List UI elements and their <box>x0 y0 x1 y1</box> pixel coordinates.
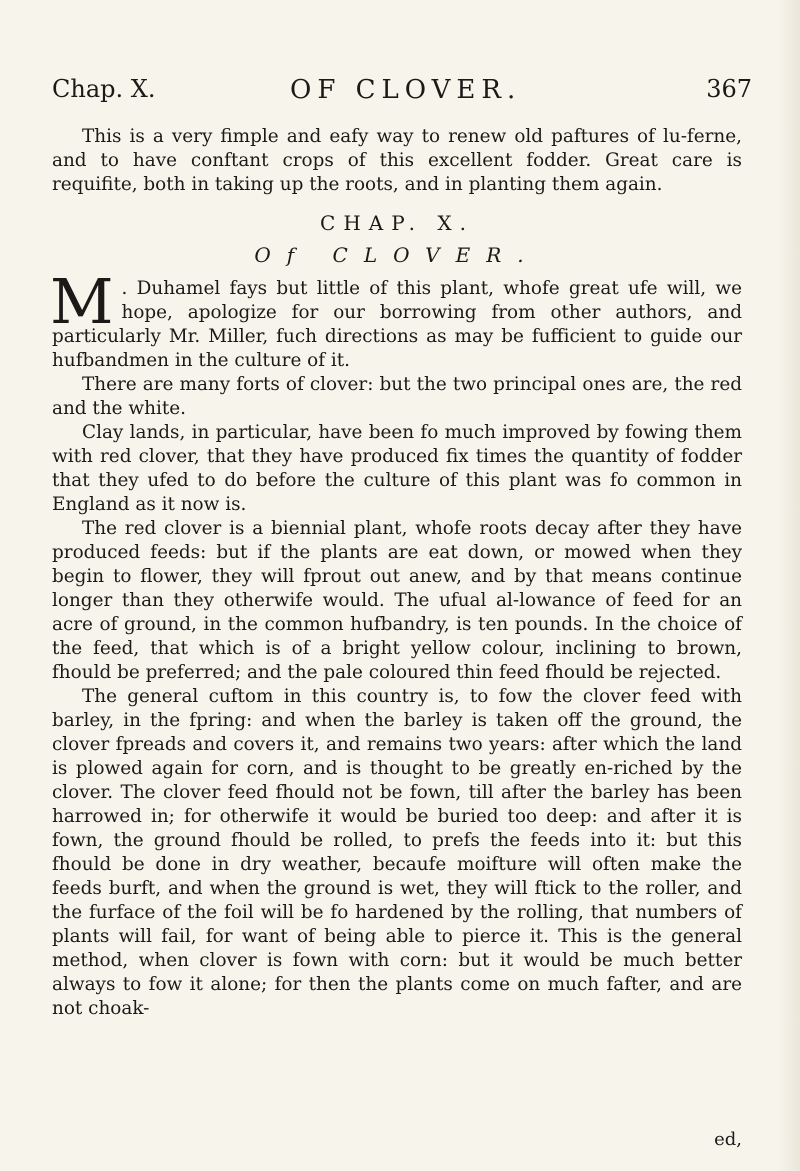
paragraph-general-custom: The general cuftom in this country is, to fow the clover feed with barley, in the fpring: and when the barley is taken off the ground, the clover fpreads and covers it, and remains two years: after which the land is plowed again for corn, and is thought to be greatly en-riched by the clover. The clover feed fhould not be fown, till after the barley has been harrowed in; for otherwife it would be buried too deep: and after it is fown, the ground fhould be rolled, to prefs the feeds into it: but this fhould be done in dry weather, becaufe moifture will often make the feeds burft, and when the ground is wet, they will ftick to the roller, and the furface of the foil will be fo hardened by the rolling, that numbers of plants will fail, for want of being able to pierce it. This is the general method, when clover is fown with corn: but it would be much better always to fow it alone; for then the plants come on much fafter, and are not choak- <box>52 686 742 1019</box>
paragraph-kinds: There are many forts of clover: but the two principal ones are, the red and the white. <box>52 374 742 419</box>
chapter-reference: Chap. X. <box>52 75 156 103</box>
page-body <box>52 125 742 1021</box>
running-header <box>52 75 752 111</box>
catchword: ed, <box>714 1129 742 1150</box>
chapter-title: CHAP. X. <box>320 211 474 235</box>
drop-cap: M <box>50 265 114 338</box>
opening-paragraph-text: . Duhamel fays but little of this plant, whofe great ufe will, we hope, apologize for our borrowing from other authors, and particularly Mr. Miller, fuch directions as may be fufficient to guide our hufbandmen in the culture of it. <box>52 278 742 371</box>
paragraph-red-clover: The red clover is a biennial plant, whofe roots decay after they have produced feeds: but if the plants are eat down, or mowed when they begin to flower, they will fprout out anew, and by that means continue longer than they otherwife would. The ufual al-lowance of feed for an acre of ground, in the common hufbandry, is ten pounds. In the choice of the feed, that which is of a bright yellow colour, inclining to brown, fhould be preferred; and the pale coloured thin feed fhould be rejected. <box>52 518 742 683</box>
running-title: OF CLOVER. <box>290 75 522 105</box>
page-edge-shadow <box>778 0 800 1171</box>
opening-paragraph <box>50 265 742 373</box>
chapter-subtitle: Of CLOVER. <box>254 243 540 267</box>
paragraph-clay-lands: Clay lands, in particular, have been fo much improved by fowing them with red clover, that they have produced fix times the quantity of fodder that they ufed to do before the culture of this plant was fo common in England as it now is. <box>52 422 742 515</box>
page-number: 367 <box>706 75 752 103</box>
intro-paragraph: This is a very fimple and eafy way to renew old paftures of lu-ferne, and to have conftant crops of this excellent fodder. Great care is requifite, both in taking up the roots, and in planting them again. <box>52 126 742 195</box>
